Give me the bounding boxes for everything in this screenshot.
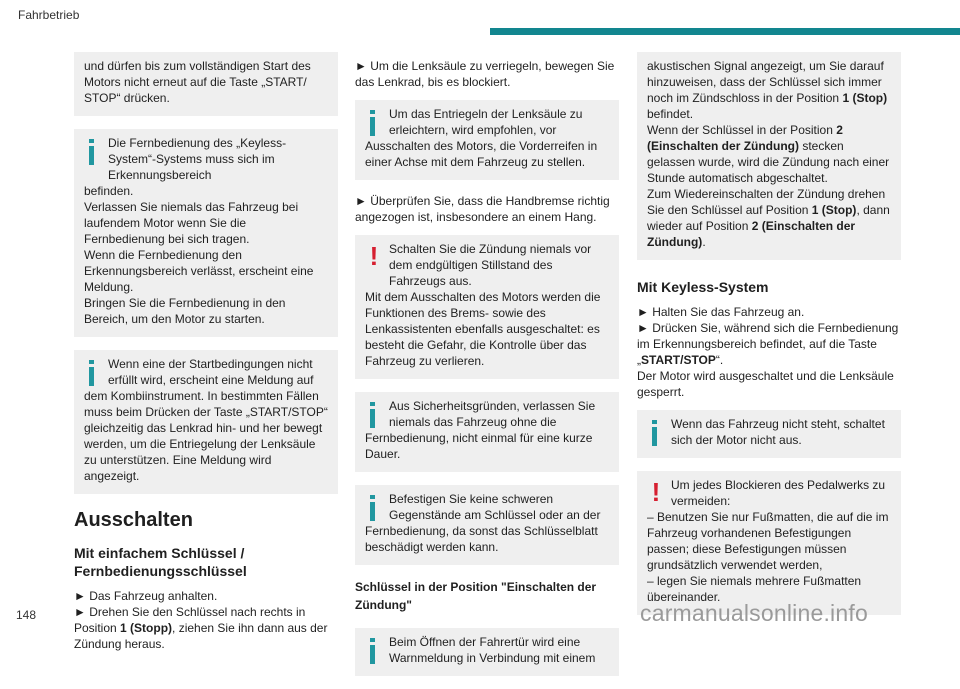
step-text: ► Drehen Sie den Schlüssel nach rechts in Position 1 (Stopp), ziehen Sie ihn dann aus der Zündung heraus.: [74, 605, 328, 651]
warning-text: – Benutzen Sie nur Fußmatten, die auf die im Fahrzeug vorhandenen Befestigungen passen; diese Befestigungen müssen grundsätzlich verwendet werden,: [647, 510, 889, 572]
warning-icon: !: [651, 477, 661, 507]
warning-text: Schalten Sie die Zündung niemals vor dem endgültigen Stillstand des Fahrzeugs aus.: [389, 242, 592, 288]
info-icon: [84, 139, 102, 165]
info-text: Fernbedienung, da sonst das Schlüsselblatt beschädigt werden kann.: [365, 524, 598, 554]
info-text: Beim Öffnen der Fahrertür wird eine Warnmeldung in Verbindung mit einem: [389, 635, 596, 665]
warning-text: Um jedes Blockieren des Pedalwerks zu vermeiden:: [671, 478, 886, 508]
info-text: Die Fernbedienung des „Keyless-System“-Systems muss sich im Erkennungsbereich: [108, 136, 287, 182]
info-box-door-open: [355, 628, 619, 676]
column-3: [637, 52, 901, 628]
info-text: Um das Entriegeln der Lenksäule zu erleichtern, wird empfohlen, vor: [389, 107, 583, 137]
info-box-heavy-objects: [355, 485, 619, 565]
info-icon: [84, 360, 102, 386]
step-text: ► Überprüfen Sie, dass die Handbremse richtig angezogen ist, insbesondere an einem Hang.: [355, 194, 610, 224]
warning-text: Mit dem Ausschalten des Motors werden die Funktionen des Brems- sowie des Lenkassistenten ebenfalls ausgeschaltet: es besteht die Gefahr, die Kontrolle über das Fahrzeug zu verlieren.: [365, 290, 601, 368]
subsection-heading: Schlüssel in der Position "Einschalten der Zündung": [355, 580, 597, 612]
info-text: Zum Wiedereinschalten der Zündung drehen Sie den Schlüssel auf Position 1 (Stop), dann wieder auf Position 2 (Einschalten der Zündung).: [647, 187, 890, 249]
info-box-start-conditions: [74, 350, 338, 494]
section-title: Fahrbetrieb: [18, 8, 80, 22]
info-text: Fernbedienung, nicht einmal für eine kurze Dauer.: [365, 431, 593, 461]
info-text: Verlassen Sie niemals das Fahrzeug bei laufendem Motor wenn Sie die Fernbedienung bei sich tragen.: [84, 200, 299, 246]
header-accent-bar: [490, 28, 960, 35]
info-text: akustischen Signal angezeigt, um Sie darauf hinzuweisen, dass der Schlüssel sich immer noch im Zündschloss in der Position 1 (Stop) befindet.: [647, 59, 888, 121]
info-box-steering: [355, 100, 619, 180]
warning-box-ignition: [355, 235, 619, 379]
info-text: Befestigen Sie keine schweren Gegenstände am Schlüssel oder an der: [389, 492, 601, 522]
watermark: carmanualsonline.info: [640, 600, 868, 626]
info-text: Bringen Sie die Fernbedienung in den Bereich, um den Motor zu starten.: [84, 296, 286, 326]
step-text: ► Das Fahrzeug anhalten.: [74, 589, 218, 603]
info-text: Wenn die Fernbedienung den Erkennungsbereich verlässt, erscheint eine Meldung.: [84, 248, 314, 294]
subsection-heading: Mit Keyless-System: [637, 279, 769, 295]
info-text: dem Kombiinstrument. In bestimmten Fällen muss beim Drücken der Taste „START/STOP“ gleichzeitig das Lenkrad hin- und her bewegt werden, um die Entriegelung der Lenksäule zu unterstützen. Eine Meldung wird angezeigt.: [84, 389, 328, 483]
warning-text: – legen Sie niemals mehrere Fußmatten übereinander.: [647, 574, 862, 604]
info-box-continued: [637, 52, 901, 260]
step-text: Der Motor wird ausgeschaltet und die Lenksäule gesperrt.: [637, 369, 894, 399]
info-text: Wenn das Fahrzeug nicht steht, schaltet sich der Motor nicht aus.: [671, 417, 885, 447]
step-text: ► Drücken Sie, während sich die Fernbedienung im Erkennungsbereich befindet, auf die Taste „START/STOP“.: [637, 321, 899, 367]
info-text: Aus Sicherheitsgründen, verlassen Sie niemals das Fahrzeug ohne die: [389, 399, 596, 429]
info-icon: [365, 402, 383, 428]
column-2: [355, 52, 619, 689]
step-text: ► Halten Sie das Fahrzeug an.: [637, 305, 805, 319]
info-icon: [365, 110, 383, 136]
warning-box-pedals: [637, 471, 901, 615]
info-icon: [365, 638, 383, 664]
step-text: ► Um die Lenksäule zu verriegeln, bewegen Sie das Lenkrad, bis es blockiert.: [355, 59, 615, 89]
info-icon: [647, 420, 665, 446]
subsection-heading: Mit einfachem Schlüssel / Fernbedienungsschlüssel: [74, 545, 247, 579]
column-1: [74, 52, 338, 662]
info-box-safety: [355, 392, 619, 472]
info-text: Wenn eine der Startbedingungen nicht erfüllt wird, erscheint eine Meldung auf: [108, 357, 314, 387]
info-box-keyless: [74, 129, 338, 337]
info-text: Ausschalten des Motors, die Vorderreifen in einer Achse mit dem Fahrzeug zu stellen.: [365, 139, 598, 169]
info-text: befinden.: [84, 184, 134, 198]
warning-icon: !: [369, 241, 379, 271]
section-heading: Ausschalten: [74, 509, 193, 531]
note-box-continued: [74, 52, 338, 116]
note-text: und dürfen bis zum vollständigen Start des Motors nicht erneut auf die Taste „START/ STOP“ drücken.: [84, 59, 311, 105]
info-box-not-stationary: [637, 410, 901, 458]
page-number: 148: [16, 608, 37, 622]
info-icon: [365, 495, 383, 521]
info-text: Wenn der Schlüssel in der Position 2 (Einschalten der Zündung) stecken gelassen wurde, wird die Zündung nach einer Stunde automatisch abgeschaltet.: [647, 123, 890, 185]
